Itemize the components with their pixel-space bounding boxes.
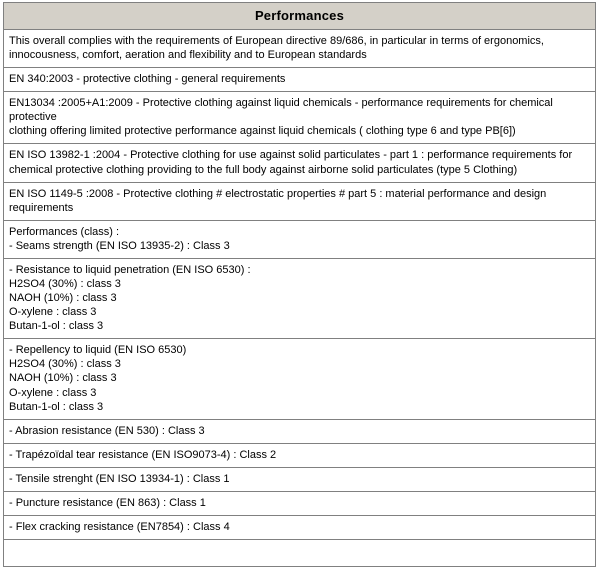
table-row-line: O-xylene : class 3 — [9, 386, 97, 399]
table-row-line: - Repellency to liquid (EN ISO 6530) — [9, 344, 187, 357]
table-row-line: H2SO4 (30%) : class 3 — [9, 278, 121, 291]
table-row-line: - Seams strength (EN ISO 13935-2) : Class 3 — [9, 239, 230, 252]
table-row — [4, 444, 595, 468]
table-row-line: - Trapézoïdal tear resistance (EN ISO9073-4) : Class 2 — [9, 448, 277, 461]
table-body — [4, 30, 595, 566]
table-row — [4, 183, 595, 221]
table-row-line: NAOH (10%) : class 3 — [9, 372, 117, 385]
table-row — [4, 339, 595, 419]
table-row-line: clothing offering limited protective performance against liquid chemicals ( clothing type 6 and type PB[6]) — [9, 125, 516, 138]
table-row — [4, 144, 595, 182]
table-row-line: - Puncture resistance (EN 863) : Class 1 — [9, 496, 206, 509]
table-row-line: EN 340:2003 - protective clothing - general requirements — [9, 73, 286, 86]
table-row — [4, 259, 595, 339]
table-row-line: NAOH (10%) : class 3 — [9, 292, 117, 305]
table-row — [4, 468, 595, 492]
table-row-line: - Flex cracking resistance (EN7854) : Class 4 — [9, 521, 230, 534]
table-row — [4, 540, 595, 566]
table-header-title: Performances — [4, 3, 595, 30]
table-row-line: Butan-1-ol : class 3 — [9, 320, 104, 333]
table-row-line: O-xylene : class 3 — [9, 306, 97, 319]
table-row-line: Performances (class) : — [9, 225, 120, 238]
table-row-line: EN ISO 1149-5 :2008 - Protective clothing # electrostatic properties # part 5 : material performance and design requirements — [9, 187, 550, 214]
table-row — [4, 221, 595, 259]
table-row-line: - Abrasion resistance (EN 530) : Class 3 — [9, 424, 205, 437]
table-row-line: H2SO4 (30%) : class 3 — [9, 358, 121, 371]
performances-table — [3, 2, 596, 567]
table-row — [4, 492, 595, 516]
table-row — [4, 516, 595, 540]
table-row-line: This overall complies with the requirements of European directive 89/686, in particular in terms of ergonomics, — [9, 35, 544, 47]
table-row — [4, 68, 595, 92]
table-row-line: - Tensile strenght (EN ISO 13934-1) : Class 1 — [9, 472, 230, 485]
table-row — [4, 420, 595, 444]
table-row-line: chemical protective clothing providing to the full body against airborne solid particulates (type 5 Clothing) — [9, 163, 518, 176]
table-row-line: EN ISO 13982-1 :2004 - Protective clothing for use against solid particulates - part 1 : performance requirements for — [9, 149, 573, 162]
table-row-line: innocousness, comfort, aeration and flexibility and to European standards — [9, 49, 367, 62]
table-row-line: Butan-1-ol : class 3 — [9, 400, 104, 413]
table-row — [4, 92, 595, 144]
table-row-line: EN13034 :2005+A1:2009 - Protective clothing against liquid chemicals - performance requirements for chemical protective — [9, 97, 556, 124]
table-row — [4, 30, 595, 68]
table-row-line: - Resistance to liquid penetration (EN ISO 6530) : — [9, 263, 251, 276]
